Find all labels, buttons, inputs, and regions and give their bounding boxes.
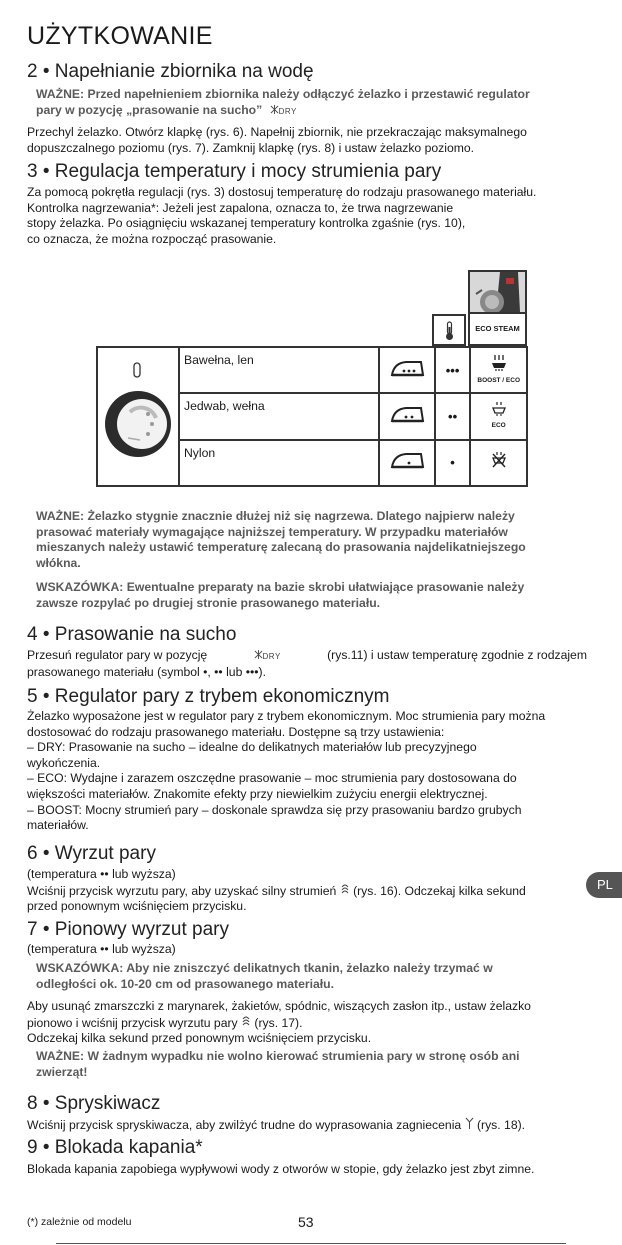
- warning-line: WAŻNE: W żadnym wypadku nie wolno kierować strumienia pary w stronę osób ani: [36, 1049, 520, 1063]
- section-5-body: [27, 709, 587, 834]
- warning-line: włókna.: [36, 555, 81, 570]
- page-title: UŻYTKOWANIE: [27, 22, 213, 50]
- eco-steam-icon: [491, 401, 507, 417]
- spray-icon: [465, 1117, 474, 1129]
- fabric-cell: Bawełna, len: [179, 347, 379, 393]
- body-line: co oznacza, że można rozpocząć prasowanie.: [27, 231, 277, 246]
- warning-line: mieszanych należy ustawić temperaturę zalecaną do prasowania najdelikatniejszego: [36, 540, 526, 555]
- section-4-heading: 4 • Prasowanie na sucho: [27, 624, 237, 645]
- warning-line: prasować materiały wymagające najniższej temperatury. W przypadku materiałów: [36, 524, 508, 539]
- steam-setting-label: BOOST / ECO: [477, 377, 521, 385]
- tip-starch: [36, 580, 578, 611]
- iron-cell: [379, 347, 435, 393]
- temperature-header-cell: [432, 314, 466, 346]
- body-line: wykończenia.: [27, 755, 101, 770]
- section-4-body: [27, 648, 587, 680]
- dry-symbol-label: DRY: [278, 106, 297, 116]
- section-5-heading: 5 • Regulator pary z trybem ekonomicznym: [27, 686, 390, 707]
- section-7-heading: 7 • Pionowy wyrzut pary: [27, 919, 230, 940]
- steam-dial-photo: [468, 270, 527, 314]
- warning-line: WAŻNE: Przed napełnieniem zbiornika należy odłączyć żelazko i przestawić regulator: [36, 87, 530, 101]
- tip-distance: [36, 961, 578, 992]
- temperature-note: (temperatura •• lub wyższa): [27, 867, 176, 881]
- body-line: przed ponownym wciśnięciem przycisku.: [27, 899, 247, 914]
- body-line: pionowo i wciśnij przycisk wyrzutu pary (rys. 17).: [27, 1015, 303, 1030]
- table-row: [97, 347, 527, 393]
- temperature-table: [96, 346, 528, 487]
- boost-steam-icon: [491, 354, 507, 372]
- body-line: Wciśnij przycisk wyrzutu pary, aby uzyskać silny strumień (rys. 16). Odczekaj kilka sekund: [27, 883, 526, 898]
- footer-divider: [56, 1243, 566, 1244]
- no-steam-icon: [491, 451, 507, 469]
- body-line: – ECO: Wydajne i zarazem oszczędne prasowanie – moc strumienia pary dostosowana do: [27, 771, 517, 786]
- temperature-dial-icon: [98, 348, 178, 480]
- section-8-body: Wciśnij przycisk spryskiwacza, aby zwilżyć trudne do wyprasowania zagniecenia (rys. 18).: [27, 1118, 526, 1132]
- steam-burst-icon: [340, 883, 350, 895]
- section-6-heading: 6 • Wyrzut pary: [27, 843, 156, 864]
- body-line: większości materiałów. Znakomite efekty przy niewielkim zużyciu energii elektrycznej.: [27, 786, 488, 801]
- body-line: Aby usunąć zmarszczki z marynarek, żakietów, spódnic, wiszących zasłon itp., ustaw żelazko: [27, 999, 531, 1013]
- tip-line: WSKAZÓWKA: Ewentualne preparaty na bazie skrobi ułatwiające prasowanie należy: [36, 580, 525, 594]
- body-line: prasowanego materiału (symbol •, •• lub •••).: [27, 664, 266, 679]
- steam-burst-icon: [241, 1015, 251, 1027]
- body-line: Odczekaj kilka sekund przed ponownym wciśnięciem przycisku.: [27, 1031, 372, 1046]
- body-line: Przechyl żelazko. Otwórz klapkę (rys. 6). Napełnij zbiornik, nie przekraczając maksymalnego: [27, 125, 527, 139]
- body-line: materiałów.: [27, 818, 89, 833]
- body-line: – BOOST: Mocny strumień pary – doskonale sprawdza się przy prasowaniu bardzo grubych: [27, 802, 522, 817]
- eco-steam-header: ECO STEAM: [468, 314, 527, 346]
- steam-control-image: [470, 272, 525, 312]
- tip-line: WSKAZÓWKA: Aby nie zniszczyć delikatnych tkanin, żelazko należy trzymać w: [36, 961, 493, 975]
- body-line: stopy żelazka. Po osiągnięciu wskazanej temperatury kontrolka zgaśnie (rys. 10),: [27, 216, 466, 231]
- body-line: Żelazko wyposażone jest w regulator pary z trybem ekonomicznym. Moc strumienia pary można: [27, 709, 546, 723]
- page-number: 53: [298, 1214, 314, 1230]
- dry-steam-icon: DRY: [254, 648, 281, 665]
- section-8-heading: 8 • Spryskiwacz: [27, 1093, 161, 1114]
- section-9-heading: 9 • Blokada kapania*: [27, 1137, 203, 1158]
- language-tab: PL: [586, 872, 622, 898]
- iron-cell: [379, 393, 435, 439]
- steam-setting-cell: [470, 347, 527, 393]
- body-line: Kontrolka nagrzewania*: Jeżeli jest zapalona, oznacza to, że trwa nagrzewanie: [27, 200, 454, 215]
- section-3-body: [27, 185, 587, 247]
- body-line: dopuszczalnego poziomu (rys. 7). Zamknij klapkę (rys. 8) i ustaw żelazko poziomo.: [27, 140, 475, 155]
- temperature-dots: ••: [435, 393, 471, 439]
- section-2-warning: [36, 87, 578, 119]
- settings-table: [96, 270, 528, 482]
- section-3-heading: 3 • Regulacja temperatury i mocy strumienia pary: [27, 161, 442, 182]
- iron-icon: [388, 449, 426, 471]
- iron-icon: [388, 403, 426, 425]
- section-6-body: [27, 867, 587, 915]
- section-2-body: [27, 125, 587, 156]
- warning-line: zwierząt!: [36, 1064, 88, 1079]
- fabric-cell: Jedwab, wełna: [179, 393, 379, 439]
- body-line: dostosować do rodzaju prasowanego materiału. Dostępne są trzy ustawienia:: [27, 724, 445, 739]
- iron-icon: [388, 357, 426, 379]
- footnote: (*) zależnie od modelu: [27, 1216, 132, 1228]
- warning-line: pary w pozycję „prasowanie na sucho” DRY: [36, 102, 297, 117]
- temperature-dots: •••: [435, 347, 471, 393]
- section-7-body: [27, 999, 587, 1047]
- steam-setting-label: ECO: [491, 422, 506, 430]
- tip-line: zawsze rozpylać po drugiej stronie prasowanego materiału.: [36, 595, 381, 610]
- dial-cell: [97, 347, 179, 486]
- body-line: Przesuń regulator pary w pozycję DRY (rys.11) i ustaw temperaturę zgodnie z rodzajem: [27, 648, 587, 665]
- body-line: Za pomocą pokrętła regulacji (rys. 3) dostosuj temperaturę do rodzaju prasowanego materiału.: [27, 185, 537, 199]
- warning-cooling: [36, 509, 578, 571]
- thermometer-icon: [443, 321, 456, 341]
- section-9-body: Blokada kapania zapobiega wypływowi wody z otworów w stopie, gdy żelazko jest zbyt zimne.: [27, 1162, 535, 1176]
- warning-line: WAŻNE: Żelazko stygnie znacznie dłużej niż się nagrzewa. Dlatego najpierw należy: [36, 509, 515, 523]
- section-2-heading: 2 • Napełnianie zbiornika na wodę: [27, 61, 314, 82]
- section-7-note: (temperatura •• lub wyższa): [27, 942, 176, 956]
- steam-setting-cell: [470, 393, 527, 439]
- warning-people: [36, 1049, 578, 1080]
- temperature-dots: •: [435, 440, 471, 486]
- dry-steam-icon: [270, 105, 279, 114]
- body-line: – DRY: Prasowanie na sucho – idealne do delikatnych materiałów lub precyzyjnego: [27, 740, 477, 755]
- tip-line: odległości ok. 10-20 cm od prasowanego materiału.: [36, 976, 335, 991]
- fabric-cell: Nylon: [179, 440, 379, 486]
- iron-cell: [379, 440, 435, 486]
- steam-setting-cell: [470, 440, 527, 486]
